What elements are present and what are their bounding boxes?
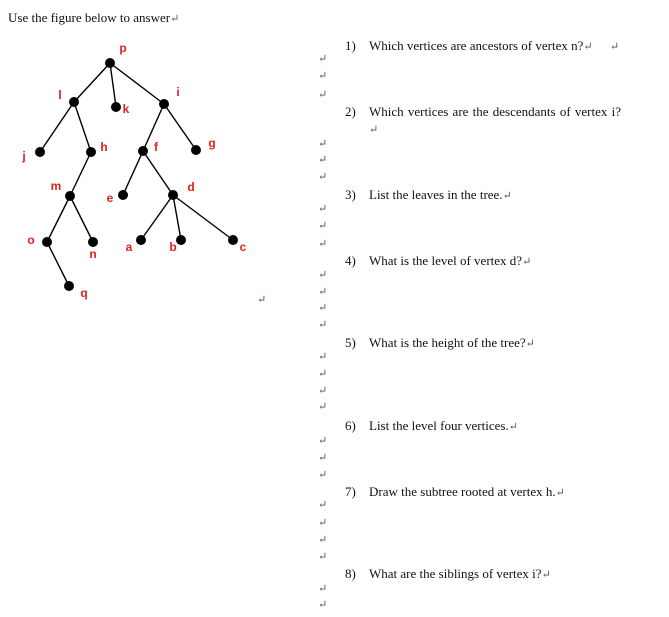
question-number: 6) [345, 418, 356, 433]
paragraph-mark: ↵ [318, 517, 328, 529]
vertex-label-k: k [122, 102, 130, 116]
vertex-node-i [159, 99, 169, 109]
paragraph-mark-column [318, 0, 330, 617]
question-text: Which vertices are ancestors of vertex n? [369, 38, 584, 53]
vertex-node-h [86, 147, 96, 157]
vertex-node-c [228, 235, 238, 245]
paragraph-mark: ↵ [318, 368, 328, 380]
vertex-node-e [118, 190, 128, 200]
question-text: Which vertices are the descendants of vertex i? [369, 104, 621, 119]
vertex-label-e: e [106, 191, 114, 205]
vertex-node-m [65, 191, 75, 201]
vertex-label-h: h [100, 140, 108, 154]
paragraph-mark: ↵ [318, 435, 328, 447]
vertex-node-o [42, 237, 52, 247]
question-text: List the leaves in the tree. [369, 187, 503, 202]
paragraph-mark: ↵ [318, 401, 328, 413]
question-1: 1) Which vertices are ancestors of vertex n?↵ ↵ [345, 38, 620, 53]
vertex-label-f: f [154, 140, 158, 154]
vertex-node-a [136, 235, 146, 245]
paragraph-mark: ↵ [318, 551, 328, 563]
tree-edge-p-i [110, 63, 164, 104]
vertex-label-d: d [187, 180, 195, 194]
vertex-node-l [69, 97, 79, 107]
question-number: 3) [345, 187, 356, 202]
question-7: 7) Draw the subtree rooted at vertex h.↵ [345, 484, 565, 499]
tree-edge-h-m [70, 152, 91, 196]
paragraph-mark: ↵ [318, 171, 328, 183]
tree-edge-o-q [47, 242, 69, 286]
tree-edge-f-e [123, 151, 143, 195]
vertex-node-j [35, 147, 45, 157]
paragraph-mark: ↵ [318, 499, 328, 511]
vertex-label-p: p [119, 41, 127, 55]
tree-edge-m-o [47, 196, 70, 242]
paragraph-mark: ↵ [318, 452, 328, 464]
question-text: Draw the subtree rooted at vertex h. [369, 484, 556, 499]
question-5: 5) What is the height of the tree?↵ [345, 335, 535, 350]
paragraph-mark: ↵ [318, 53, 328, 65]
tree-edge-d-b [173, 195, 181, 240]
question-number: 1) [345, 38, 356, 53]
vertex-label-c: c [239, 240, 247, 254]
question-3: 3) List the leaves in the tree.↵ [345, 187, 512, 202]
vertex-label-q: q [80, 286, 88, 300]
question-text: What is the height of the tree? [369, 335, 526, 350]
paragraph-mark: ↵ [318, 238, 328, 250]
vertex-label-a: a [125, 240, 133, 254]
vertex-label-m: m [50, 179, 62, 193]
vertex-node-d [168, 190, 178, 200]
paragraph-mark: ↵ [318, 319, 328, 331]
paragraph-mark: ↵ [318, 385, 328, 397]
question-text: What is the level of vertex d? [369, 253, 523, 268]
question-number: 5) [345, 335, 356, 350]
question-number: 7) [345, 484, 356, 499]
paragraph-mark: ↵ [318, 286, 328, 298]
paragraph-mark: ↵ [318, 599, 328, 611]
paragraph-mark: ↵ [318, 469, 328, 481]
question-2: 2) Which vertices are the descendants of vertex i?↵ [345, 104, 621, 136]
tree-figure [0, 0, 300, 320]
instruction-text: Use the figure below to answer↵ [8, 10, 180, 25]
vertex-label-i: i [176, 85, 180, 99]
paragraph-mark: ↵ [318, 302, 328, 314]
question-text: List the level four vertices. [369, 418, 509, 433]
paragraph-mark: ↵ [318, 351, 328, 363]
question-8: 8) What are the siblings of vertex i?↵ [345, 566, 551, 581]
paragraph-mark: ↵ [257, 294, 267, 306]
paragraph-mark: ↵ [318, 138, 328, 150]
tree-edge-f-d [143, 151, 173, 195]
vertex-label-g: g [208, 136, 216, 150]
vertex-node-f [138, 146, 148, 156]
question-number: 4) [345, 253, 356, 268]
tree-edge-p-k [110, 63, 116, 107]
vertex-node-k [111, 102, 121, 112]
vertex-node-p [105, 58, 115, 68]
paragraph-mark: ↵ [318, 220, 328, 232]
question-6: 6) List the level four vertices.↵ [345, 418, 518, 433]
vertex-label-b: b [169, 240, 177, 254]
paragraph-mark: ↵ [318, 269, 328, 281]
tree-edge-l-h [74, 102, 91, 152]
paragraph-mark: ↵ [170, 13, 180, 25]
question-text: What are the siblings of vertex i? [369, 566, 542, 581]
question-number: 2) [345, 104, 356, 119]
paragraph-mark: ↵ [318, 70, 328, 82]
paragraph-mark: ↵ [318, 154, 328, 166]
tree-edge-i-g [164, 104, 196, 150]
vertex-label-n: n [89, 247, 97, 261]
paragraph-mark: ↵ [318, 203, 328, 215]
paragraph-mark: ↵ [318, 534, 328, 546]
paragraph-mark: ↵ [318, 583, 328, 595]
question-4: 4) What is the level of vertex d?↵ [345, 253, 532, 268]
question-number: 8) [345, 566, 356, 581]
tree-edge-d-c [173, 195, 233, 240]
vertex-label-j: j [22, 149, 26, 163]
tree-edge-p-l [74, 63, 110, 102]
tree-edge-d-a [141, 195, 173, 240]
tree-edge-l-j [40, 102, 74, 152]
vertex-label-l: l [58, 88, 62, 102]
paragraph-mark: ↵ [318, 89, 328, 101]
vertex-node-q [64, 281, 74, 291]
vertex-node-n [88, 237, 98, 247]
vertex-node-g [191, 145, 201, 155]
vertex-label-o: o [27, 233, 35, 247]
vertex-node-b [176, 235, 186, 245]
tree-edge-m-n [70, 196, 93, 242]
